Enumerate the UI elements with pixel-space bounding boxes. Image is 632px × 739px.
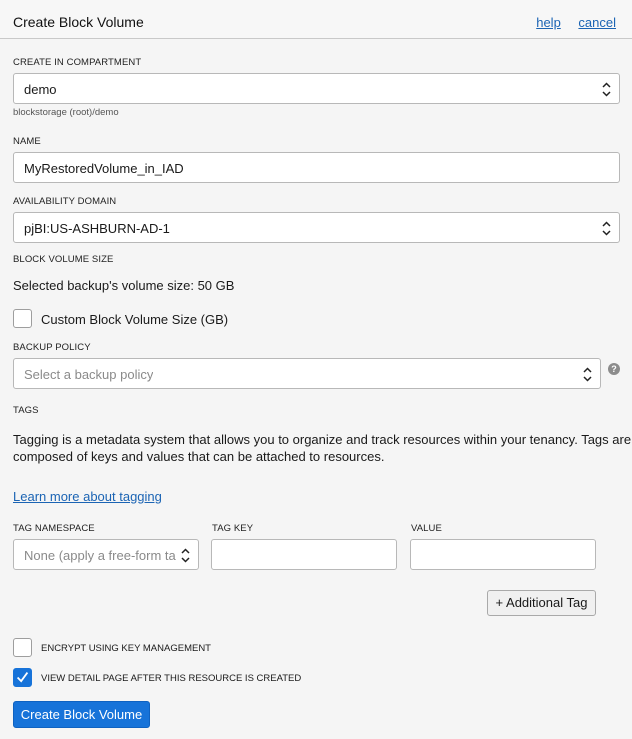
block-volume-size-label: BLOCK VOLUME SIZE [13, 254, 114, 265]
help-link[interactable]: help [536, 15, 561, 30]
chevron-updown-icon [181, 548, 190, 563]
name-value: MyRestoredVolume_in_IAD [24, 161, 184, 176]
cancel-link[interactable]: cancel [578, 15, 616, 30]
backup-volume-size-text: Selected backup's volume size: 50 GB [13, 278, 235, 293]
chevron-updown-icon [583, 367, 592, 382]
compartment-label: CREATE IN COMPARTMENT [13, 57, 142, 68]
tag-key-label: TAG KEY [212, 523, 254, 534]
tag-namespace-label: TAG NAMESPACE [13, 523, 95, 534]
compartment-value: demo [24, 82, 57, 97]
view-detail-label: VIEW DETAIL PAGE AFTER THIS RESOURCE IS CREATED [41, 673, 302, 684]
help-icon[interactable]: ? [608, 363, 620, 375]
compartment-hint: blockstorage (root)/demo [13, 107, 119, 118]
learn-more-tagging-link[interactable]: Learn more about tagging [13, 489, 162, 504]
backup-policy-select[interactable] [13, 358, 601, 389]
backup-policy-label: BACKUP POLICY [13, 342, 91, 353]
compartment-select[interactable] [13, 73, 620, 104]
encrypt-label: ENCRYPT USING KEY MANAGEMENT [41, 643, 211, 654]
view-detail-checkbox[interactable] [13, 668, 32, 687]
chevron-updown-icon [602, 221, 611, 236]
create-block-volume-button[interactable]: Create Block Volume [13, 701, 150, 728]
availability-domain-select[interactable] [13, 212, 620, 243]
tags-label: TAGS [13, 405, 39, 416]
encrypt-checkbox[interactable] [13, 638, 32, 657]
tag-value-label: VALUE [411, 523, 442, 534]
backup-policy-placeholder: Select a backup policy [24, 367, 154, 382]
tag-key-input[interactable] [211, 539, 397, 570]
dialog-header [0, 0, 632, 39]
tag-value-input[interactable] [410, 539, 596, 570]
tag-namespace-placeholder: None (apply a free-form ta [24, 548, 176, 563]
availability-domain-label: AVAILABILITY DOMAIN [13, 196, 117, 207]
tag-namespace-select[interactable] [13, 539, 199, 570]
availability-domain-value: pjBI:US-ASHBURN-AD-1 [24, 221, 170, 236]
dialog-title: Create Block Volume [13, 14, 144, 30]
custom-size-label: Custom Block Volume Size (GB) [41, 312, 229, 327]
additional-tag-button[interactable]: + Additional Tag [487, 590, 596, 616]
name-input[interactable] [13, 152, 620, 183]
tags-description-line2: composed of keys and values that can be attached to resources. [13, 449, 385, 464]
checkmark-icon [14, 669, 31, 686]
header-links [522, 15, 616, 30]
chevron-updown-icon [602, 82, 611, 97]
name-label: NAME [13, 136, 41, 147]
tags-description-line1: Tagging is a metadata system that allows you to organize and track resources within your tenancy. Tags are [13, 432, 632, 447]
custom-size-checkbox[interactable] [13, 309, 32, 328]
